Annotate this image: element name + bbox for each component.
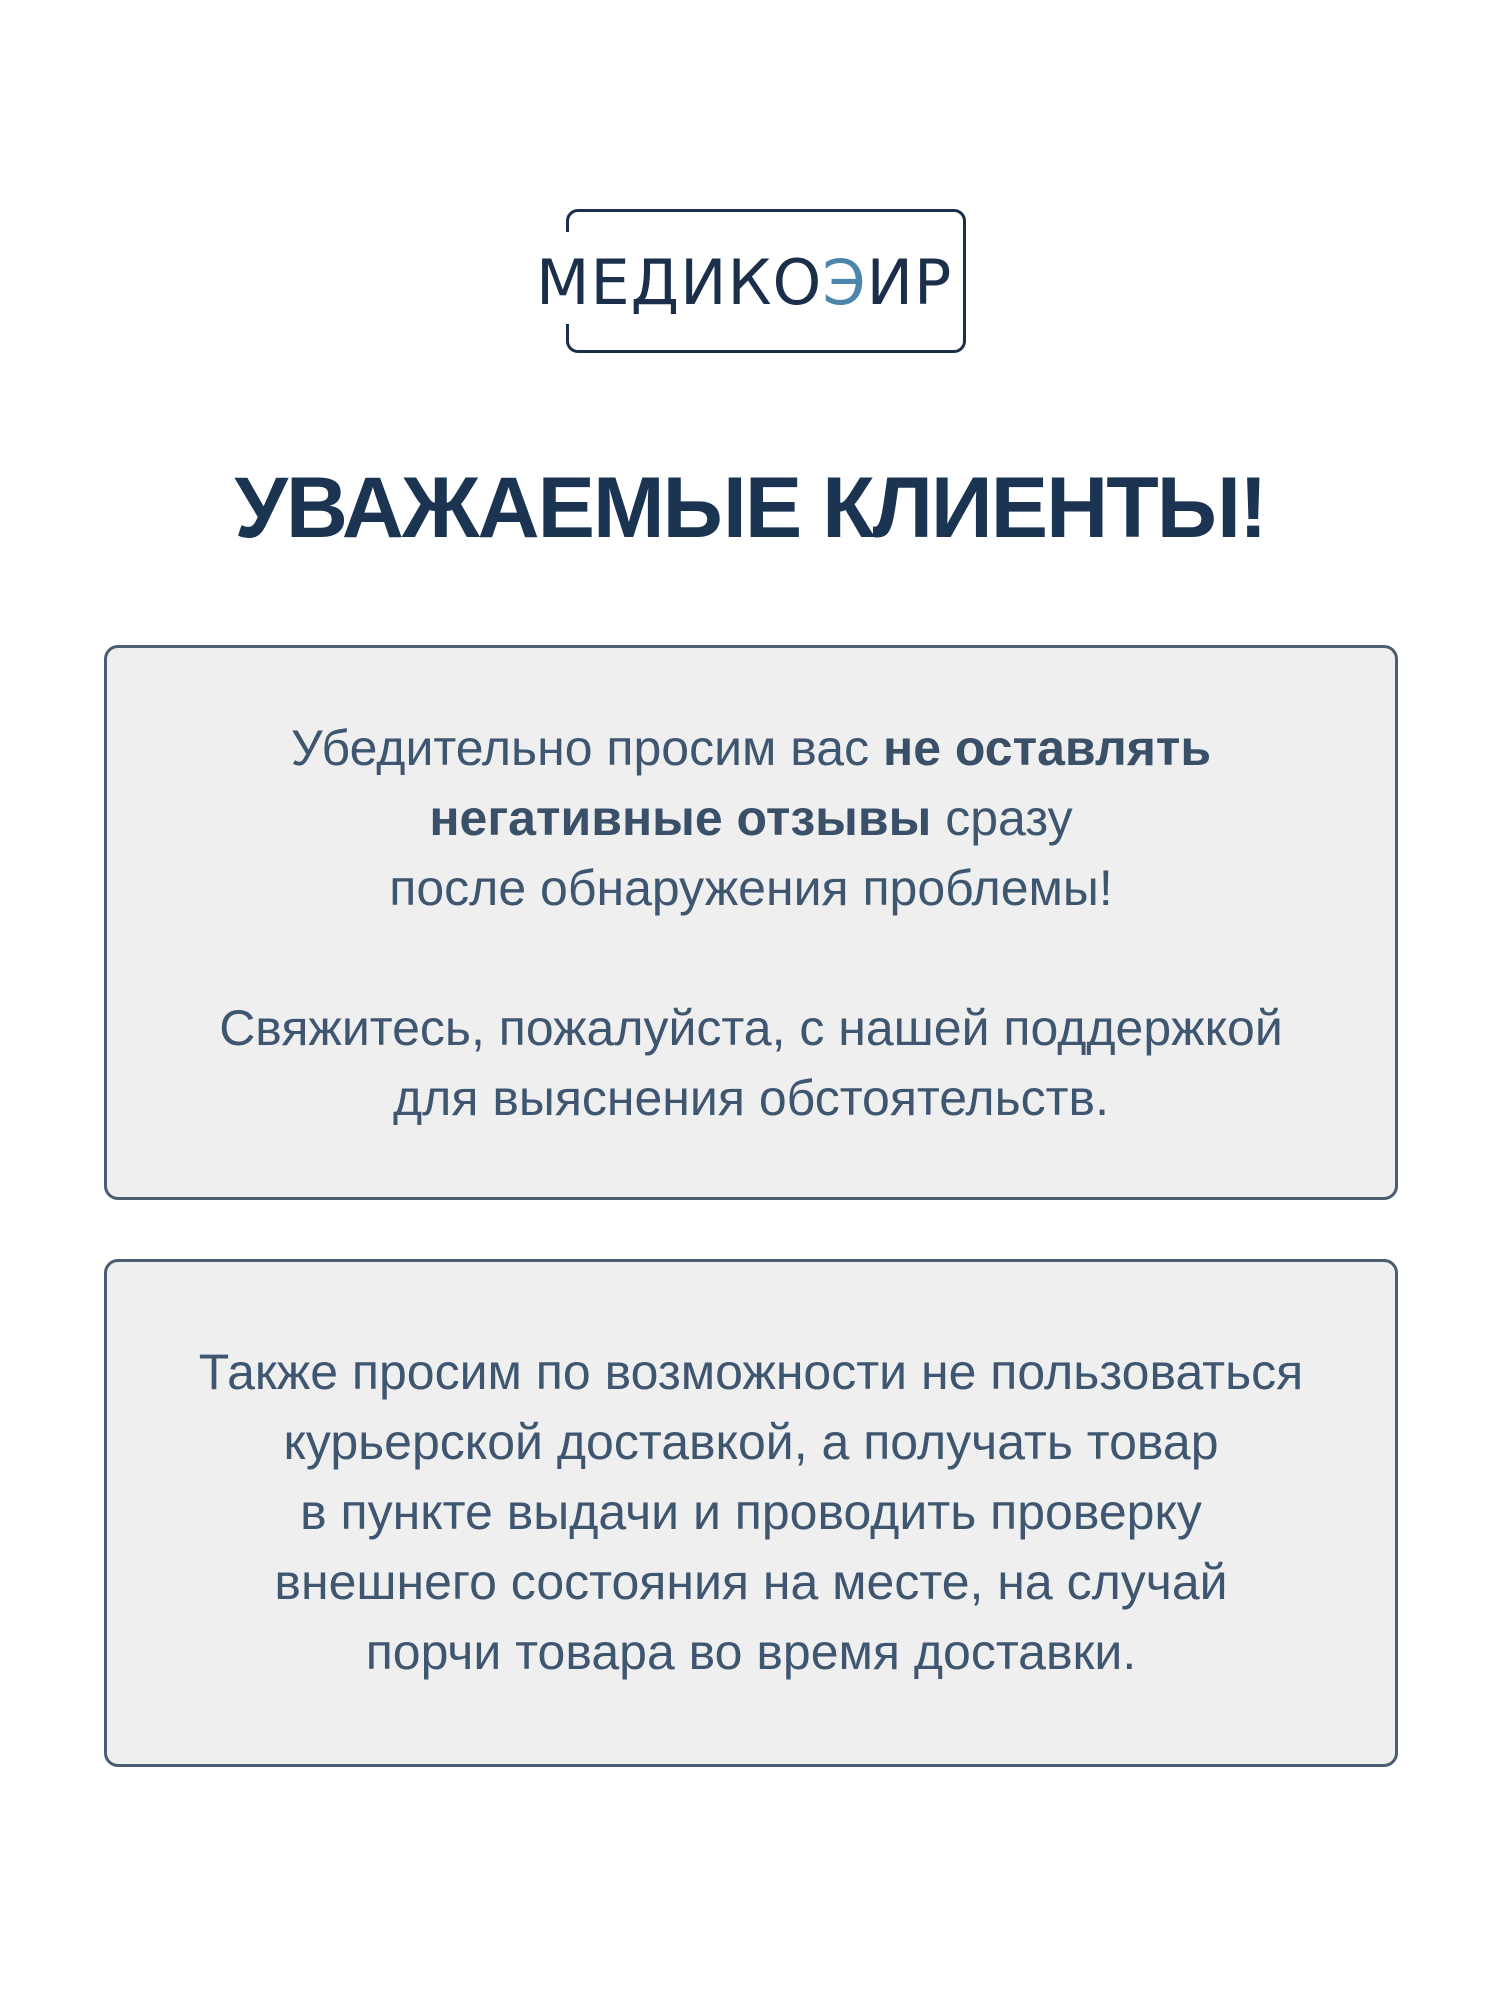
reviews-line-2 bbox=[107, 783, 1395, 853]
delivery-line: курьерской доставкой, а получать товар bbox=[283, 1414, 1219, 1470]
reviews-line-1-text: Убедительно просим вас bbox=[290, 720, 884, 776]
delivery-line: Также просим по возможности не пользоваться bbox=[198, 1344, 1304, 1400]
logo-text-start: МЕДИК bbox=[536, 246, 773, 319]
reviews-line-3: после обнаружения проблемы! bbox=[389, 860, 1113, 916]
support-line-1: Свяжитесь, пожалуйста, с нашей поддержкой bbox=[219, 1000, 1283, 1056]
delivery-line: в пункте выдачи и проводить проверку bbox=[300, 1484, 1202, 1540]
page-title: УВАЖАЕМЫЕ КЛИЕНТЫ! bbox=[234, 460, 1266, 556]
delivery-request-paragraph bbox=[107, 1337, 1395, 1687]
delivery-line: внешнего состояния на месте, на случай bbox=[274, 1554, 1228, 1610]
logo-letter-e: Э bbox=[822, 246, 867, 319]
reviews-request-paragraph bbox=[107, 713, 1395, 923]
reviews-line-2-text: сразу bbox=[931, 790, 1073, 846]
notice-card-delivery bbox=[104, 1259, 1398, 1767]
logo-letter-o: О bbox=[772, 246, 823, 319]
support-line-2: для выяснения обстоятельств. bbox=[393, 1070, 1109, 1126]
reviews-line-2-bold: негативные отзывы bbox=[429, 790, 932, 846]
support-contact-paragraph bbox=[107, 993, 1395, 1133]
reviews-line-1 bbox=[107, 713, 1395, 783]
reviews-line-1-bold: не оставлять bbox=[883, 720, 1212, 776]
notice-card-reviews bbox=[104, 645, 1398, 1200]
brand-logo bbox=[536, 248, 956, 318]
delivery-line: порчи товара во время доставки. bbox=[365, 1624, 1137, 1680]
logo-text-end: ИР bbox=[866, 246, 953, 319]
